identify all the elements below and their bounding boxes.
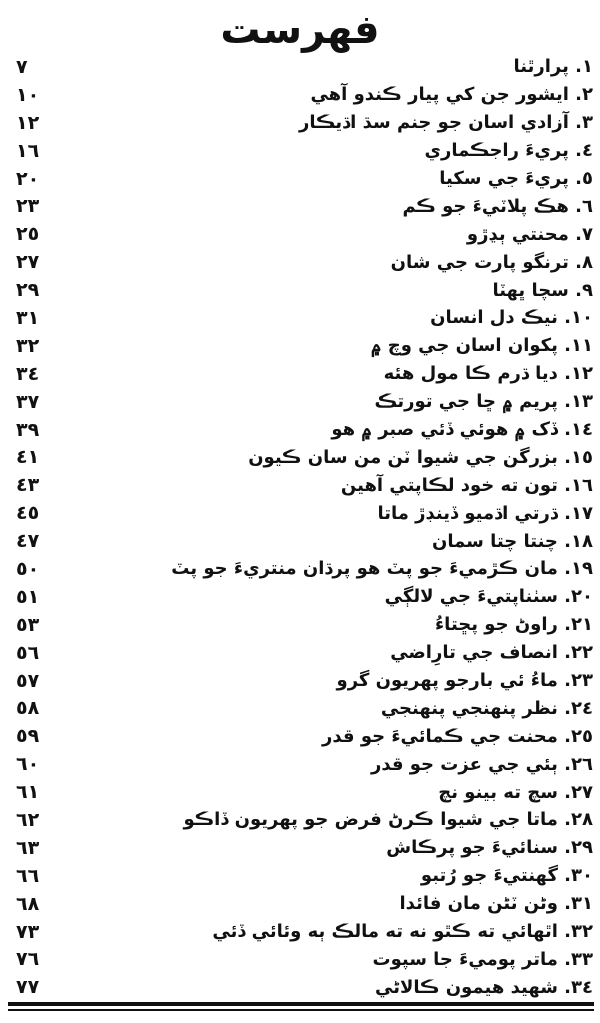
toc-row — [10, 890, 595, 918]
toc-entry-title: ٢٤. نظر پنهنجي پنهنجي — [380, 697, 593, 719]
toc-page-number: ٧٦ — [16, 948, 40, 971]
toc-row — [10, 165, 595, 193]
toc-row — [10, 137, 595, 165]
toc-row — [10, 806, 595, 834]
toc-page-number: ٥٩ — [16, 725, 40, 748]
toc-entry-title: ١٣. پريم ۾ ڇا جي تورتڪ — [374, 391, 593, 413]
toc-page-number: ٣٧ — [16, 390, 40, 413]
toc-page-number: ٦٠ — [16, 753, 40, 776]
toc-page-number: ٢٥ — [16, 223, 40, 246]
toc-row — [10, 416, 595, 444]
page-title: فهرست — [220, 7, 380, 53]
toc-page-number: ٣٩ — [16, 418, 40, 441]
toc-page-number: ٤١ — [16, 446, 40, 469]
toc-entry-title: ١. پرارٿنا — [513, 56, 593, 78]
toc-entry-title: ١٨. چنتا چتا سمان — [431, 530, 593, 552]
toc-page-number: ٣٤ — [16, 362, 40, 385]
toc-row — [10, 750, 595, 778]
toc-entry-title: ٢٢. انصاف جي تارِاضي — [390, 642, 593, 664]
toc-page-number: ٧٣ — [16, 920, 40, 943]
toc-row — [10, 109, 595, 137]
toc-page-number: ٢٩ — [16, 279, 40, 302]
toc-page-number: ٧٧ — [16, 976, 40, 999]
toc-page-number: ٦٢ — [16, 808, 40, 831]
toc-page-number: ٢٣ — [16, 195, 40, 218]
toc-page-number: ٦٦ — [16, 864, 40, 887]
bottom-rule-thin — [8, 1009, 594, 1011]
toc-entry-title: ٣٢. اٿهائي ته ڪٿو نه ته مالڪ ٻه وئائي ڏئي — [212, 921, 593, 943]
toc-row — [10, 694, 595, 722]
toc-row — [10, 360, 595, 388]
toc-page-number: ٦٣ — [16, 836, 40, 859]
toc-entry-title: ٢٨. ماتا جي شيوا ڪرڻ فرض جو پهريون ڏاڪو — [183, 809, 593, 831]
toc-row — [10, 834, 595, 862]
toc-entry-title: ١٢. ديا ڌرم ڪا مول هئه — [383, 363, 593, 385]
toc-entry-title: ١٦. تون ته خود لڪاپتي آهين — [340, 474, 593, 496]
toc-entry-title: ١٤. ڏک ۾ هوئي ڏئي صبر ۾ هو — [331, 419, 593, 441]
toc-page-number: ٦٨ — [16, 892, 40, 915]
toc-entry-title: ٤. پريءَ راجڪماري — [424, 140, 593, 162]
toc-row — [10, 276, 595, 304]
toc-row — [10, 667, 595, 695]
toc-entry-title: ٨. ترنگو پارت جي شان — [390, 251, 593, 273]
toc-row — [10, 443, 595, 471]
toc-entry-title: ٦. هڪ پلاٽيءَ جو ڪم — [402, 195, 593, 217]
toc-entry-title: ٢٦. ٻئي جي عزت جو قدر — [370, 753, 593, 775]
toc-entry-title: ١١. پکوان اسان جي وچ ۾ — [370, 335, 593, 357]
toc-page-number: ٥٦ — [16, 641, 40, 664]
toc-row — [10, 53, 595, 81]
toc-entry-title: ٣١. وڻن ٽڻن مان فائدا — [399, 893, 593, 915]
toc-page-number: ١٦ — [16, 139, 40, 162]
toc-entry-title: ١٧. ڌرتي اڌميو ڏينڊڙ ماتا — [377, 502, 593, 524]
toc-entry-title: ٥. پريءَ جي سکيا — [439, 168, 593, 189]
toc-page-number: ٣٢ — [16, 334, 40, 357]
toc-row — [10, 583, 595, 611]
toc-entry-title: ١٩. مان ڪڙميءَ جو پٽ هو پرڌان منتريءَ جو پٽ — [171, 558, 593, 580]
toc-page-number: ٥٣ — [16, 613, 40, 636]
toc-page-number: ٤٣ — [16, 474, 40, 497]
toc-row — [10, 527, 595, 555]
toc-page-number: ٥٨ — [16, 697, 40, 720]
toc-row — [10, 81, 595, 109]
toc-page-number: ١٢ — [16, 111, 40, 134]
toc-page-number: ٧ — [16, 55, 28, 78]
toc-page-number: ١٠ — [16, 83, 40, 106]
toc-entry-title: ٣٤. شهيد هيمون ڪالاڻي — [375, 976, 593, 998]
toc-row — [10, 639, 595, 667]
toc-entry-title: ٣. آزادي اسان جو جنم سڌ اڌيڪار — [298, 112, 593, 134]
toc-row — [10, 778, 595, 806]
toc-entry-title: ٢٥. محنت جي ڪمائيءَ جو قدر — [322, 725, 593, 747]
toc-row — [10, 946, 595, 974]
toc-entry-title: ٢. ايشور جن کي پيار ڪندو آهي — [310, 84, 593, 106]
toc-entry-title: ٢٠. سٺناپتيءَ جي لالڳي — [384, 586, 593, 608]
toc-row — [10, 388, 595, 416]
toc-row — [10, 248, 595, 276]
toc-entry-title: ٢٩. سنائيءَ جو پرڪاش — [386, 837, 593, 859]
toc-entry-title: ٣٣. ماتر پوميءَ جا سپوت — [372, 948, 593, 970]
toc-row — [10, 918, 595, 946]
toc-row — [10, 555, 595, 583]
toc-page-number: ٦١ — [16, 781, 40, 804]
toc-row — [10, 192, 595, 220]
bottom-rule-thick — [8, 1002, 594, 1006]
toc-page-number: ٢٠ — [16, 167, 40, 190]
toc-entry-title: ٩. سچا ڀهٽا — [492, 279, 593, 301]
toc-page-number: ٤٧ — [16, 530, 40, 553]
toc-page-number: ٥٧ — [16, 669, 40, 692]
toc-entry-title: ١٠. نيڪ دل انسان — [430, 307, 593, 329]
toc-page-number: ٢٧ — [16, 251, 40, 274]
toc-row — [10, 304, 595, 332]
toc-entry-title: ٧. محنتي ٻڍڙو — [466, 223, 593, 245]
toc-entry-title: ٢٣. ماءُ ئي بارجو پهريون گرو — [336, 670, 593, 692]
toc-row — [10, 220, 595, 248]
toc-entry-title: ٢٧. سچ ته بينو نچ — [438, 781, 593, 803]
toc-page-number: ٣١ — [16, 306, 40, 329]
toc-row — [10, 611, 595, 639]
toc-page-number: ٤٥ — [16, 502, 40, 525]
toc-entry-title: ١٥. بزرگن جي شيوا ٽن من سان ڪيون — [248, 446, 593, 468]
toc-row — [10, 332, 595, 360]
toc-row — [10, 973, 595, 1001]
toc-entry-title: ٢١. راوڻ جو پڇتاءُ — [434, 614, 593, 636]
toc-page-number: ٥٠ — [16, 557, 40, 580]
toc-row — [10, 471, 595, 499]
toc-row — [10, 862, 595, 890]
toc-row — [10, 722, 595, 750]
toc-page-number: ٥١ — [16, 585, 40, 608]
toc-list — [10, 53, 595, 1001]
toc-row — [10, 499, 595, 527]
toc-entry-title: ٣٠. گهنتيءَ جو رُتبو — [420, 865, 593, 887]
